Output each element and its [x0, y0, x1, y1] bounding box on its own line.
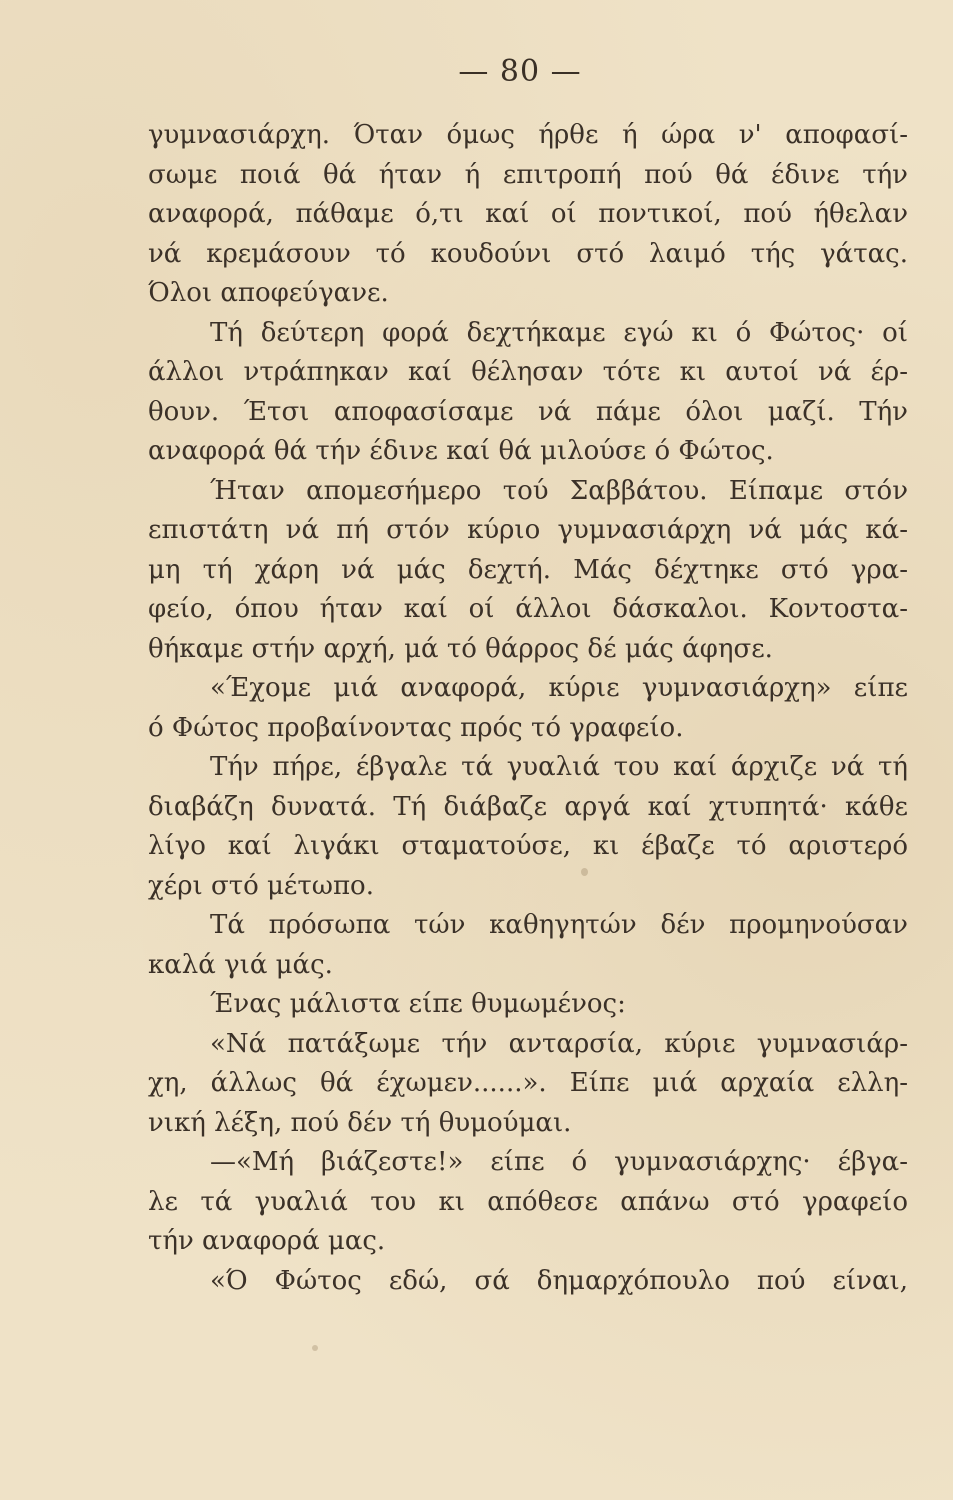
text-line: —«Μή βιάζεστε!» είπε ό γυμνασιάρχης· έβγα- — [210, 1147, 908, 1177]
text-line: «Νά πατάξωμε τήν ανταρσία, κύριε γυμνασιάρ- — [210, 1028, 908, 1059]
text-line: θήκαμε στήν αρχή, μά τό θάρρος δέ μάς άφησε. — [148, 633, 773, 664]
text-line: νική λέξη, πού δέν τή θυμούμαι. — [148, 1107, 572, 1138]
text-line: νά κρεμάσουν τό κουδούνι στό λαιμό τής γάτας. — [148, 238, 908, 269]
ink-spot — [581, 868, 588, 876]
text-line: διαβάζη δυνατά. Τή διάβαζε αργά καί χτυπητά· κάθε — [148, 791, 908, 822]
text-line: τήν αναφορά μας. — [148, 1226, 386, 1256]
text-line: χέρι στό μέτωπο. — [148, 870, 374, 901]
text-line: χη, άλλως θά έχωμεν......». Είπε μιά αρχαία ελλη- — [148, 1068, 908, 1098]
text-line: γυμνασιάρχη. Όταν όμως ήρθε ή ώρα ν' αποφασί- — [148, 120, 908, 150]
body-text — [148, 116, 908, 1301]
text-line: Όλοι αποφεύγανε. — [148, 278, 389, 308]
text-line: φείο, όπου ήταν καί οί άλλοι δάσκαλοι. Κοντοστα- — [148, 594, 908, 624]
page-number: — 80 — — [458, 54, 582, 89]
text-line: ό Φώτος προβαίνοντας πρός τό γραφείο. — [148, 712, 684, 743]
text-line: Ένας μάλιστα είπε θυμωμένος: — [210, 989, 626, 1019]
text-line: «Έχομε μιά αναφορά, κύριε γυμνασιάρχη» είπε — [210, 673, 908, 703]
ink-spot — [312, 1345, 318, 1351]
text-line: άλλοι ντράπηκαν καί θέλησαν τότε κι αυτοί νά έρ- — [148, 357, 908, 387]
text-line: λίγο καί λιγάκι σταματούσε, κι έβαζε τό αριστερό — [148, 831, 908, 861]
text-line: σωμε ποιά θά ήταν ή επιτροπή πού θά έδινε τήν — [148, 159, 908, 190]
text-line: αναφορά, πάθαμε ό,τι καί οί ποντικοί, πού ήθελαν — [148, 199, 908, 229]
text-line: καλά γιά μάς. — [148, 949, 333, 980]
text-line: μη τή χάρη νά μάς δεχτή. Μάς δέχτηκε στό γρα- — [148, 554, 908, 585]
text-line: Τή δεύτερη φορά δεχτήκαμε εγώ κι ό Φώτος· οί — [210, 317, 908, 348]
text-line: Τήν πήρε, έβγαλε τά γυαλιά του καί άρχιζε νά τή — [210, 752, 908, 782]
text-line: Ήταν απομεσήμερο τού Σαββάτου. Είπαμε στόν — [210, 475, 908, 506]
text-line: αναφορά θά τήν έδινε καί θά μιλούσε ό Φώτος. — [148, 436, 774, 466]
text-line: θουν. Έτσι αποφασίσαμε νά πάμε όλοι μαζί. Τήν — [148, 396, 908, 427]
text-line: Τά πρόσωπα τών καθηγητών δέν προμηνούσαν — [210, 910, 908, 940]
text-line: επιστάτη νά πή στόν κύριο γυμνασιάρχη νά μάς κά- — [148, 515, 908, 545]
text-line: «Ό Φώτος εδώ, σά δημαρχόπουλο πού είναι, — [210, 1265, 908, 1296]
text-line: λε τά γυαλιά του κι απόθεσε απάνω στό γραφείο — [148, 1186, 908, 1217]
